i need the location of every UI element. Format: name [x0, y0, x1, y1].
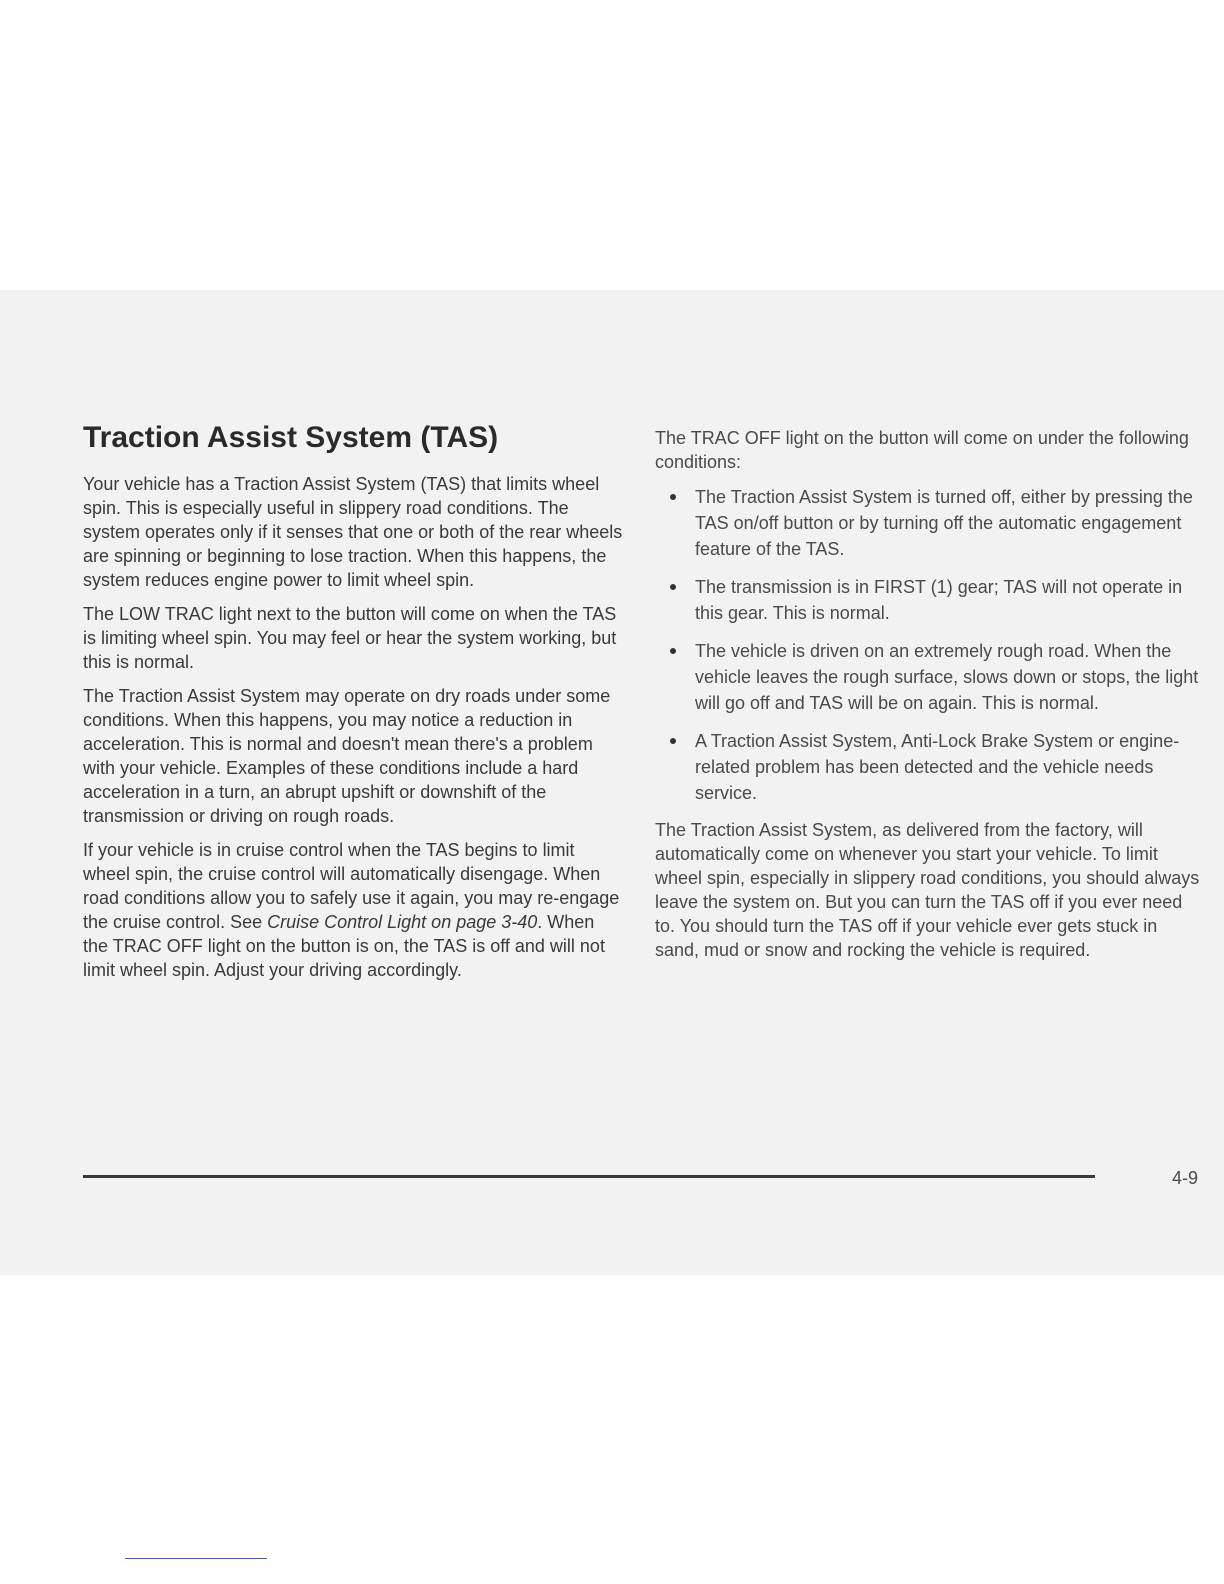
paragraph-dry-roads: The Traction Assist System may operate on dry roads under some conditions. When this happens, you may notice a reduction in acceleration. This is normal and doesn't mean there's a problem with your vehicle. Examples of these conditions include a hard acceleration in a turn, an abrupt upshift or downshift of the transmission or driving on rough roads.: [83, 686, 611, 826]
conditions-list: [655, 484, 1200, 806]
right-column: [655, 426, 1200, 972]
list-item: [655, 574, 1200, 626]
paragraph-low-trac: The LOW TRAC light next to the button will come on when the TAS is limiting wheel spin. You may feel or hear the system working, but this is normal.: [83, 604, 617, 672]
cross-reference-link[interactable]: Cruise Control Light on page 3-40: [267, 912, 538, 932]
footer-link-underline: [125, 1558, 267, 1559]
paragraph-intro: Your vehicle has a Traction Assist System (TAS) that limits wheel spin. This is especially useful in slippery road conditions. The system operates only if it senses that one or both of the rear wheels are spinning or beginning to lose traction. When this happens, the system reduces engine power to limit wheel spin.: [83, 474, 623, 590]
list-item-text: A Traction Assist System, Anti-Lock Brake System or engine-related problem has been detected and the vehicle needs service.: [695, 731, 1180, 803]
list-item: [655, 484, 1200, 562]
footer-rule: [83, 1175, 1095, 1178]
list-item: [655, 638, 1200, 716]
list-item-text: The vehicle is driven on an extremely rough road. When the vehicle leaves the rough surface, slows down or stops, the light will go off and TAS will be on again. This is normal.: [695, 641, 1199, 713]
paragraph-trac-off-intro: The TRAC OFF light on the button will come on under the following conditions:: [655, 428, 1189, 472]
bullet-icon: [670, 584, 676, 590]
list-item-text: The transmission is in FIRST (1) gear; TAS will not operate in this gear. This is normal.: [695, 577, 1183, 623]
left-column: [83, 420, 623, 992]
bullet-icon: [670, 648, 676, 654]
cruise-text-after: . When the TRAC OFF light on the button is on, the TAS is off and will not limit wheel spin. Adjust your driving accordingly.: [83, 912, 605, 980]
bullet-icon: [670, 494, 676, 500]
list-item: [655, 728, 1200, 806]
paragraph-cruise-control: [83, 838, 623, 982]
page-number: 4-9: [1171, 1168, 1198, 1188]
paragraph-closing: The Traction Assist System, as delivered from the factory, will automatically come on whenever you start your vehicle. To limit wheel spin, especially in slippery road conditions, you should always leave the system on. But you can turn the TAS off if you ever need to. You should turn the TAS off if your vehicle ever gets stuck in sand, mud or snow and rocking the vehicle is required.: [655, 820, 1200, 960]
list-item-text: The Traction Assist System is turned off, either by pressing the TAS on/off button or by turning off the automatic engagement feature of the TAS.: [695, 487, 1193, 559]
section-title: Traction Assist System (TAS): [83, 421, 499, 454]
bullet-icon: [670, 738, 676, 744]
cruise-text-before: If your vehicle is in cruise control when the TAS begins to limit wheel spin, the cruise control will automatically disengage. When road conditions allow you to safely use it again, you may re-engage the cruise control. See: [83, 840, 620, 932]
